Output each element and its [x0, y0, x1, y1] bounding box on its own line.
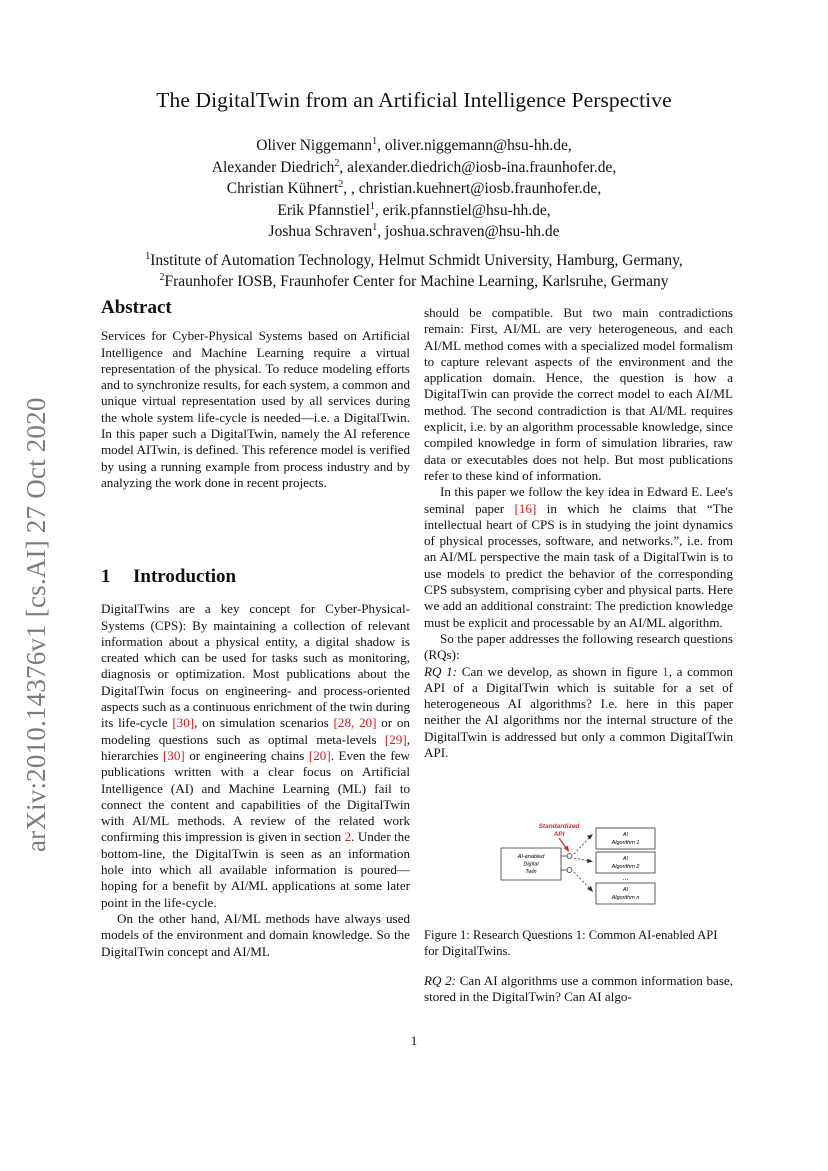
- intro-paragraph-2: On the other hand, AI/ML methods have always used models of the environment and domain knowledge. So the DigitalTwin concept and AI/ML: [101, 910, 410, 959]
- algo-label: Algorithm 1: [611, 840, 640, 846]
- author-email: , alexander.diedrich@iosb-ina.fraunhofer.de,: [339, 158, 617, 176]
- author-affil-mark: 1: [372, 222, 378, 234]
- author-name: Christian Kühnert: [226, 180, 339, 198]
- api-label: Standardized: [538, 823, 580, 830]
- affil-mark: 2: [159, 271, 165, 283]
- algo-label: Algorithm 2: [611, 864, 640, 870]
- introduction-heading: [101, 566, 410, 587]
- author-email: , joshua.schraven@hsu-hh.de: [377, 223, 560, 241]
- paper-title: The DigitalTwin from an Artificial Intelligence Perspective: [156, 88, 672, 112]
- research-question-2: RQ 2: Can AI algorithms use a common information base, stored in the DigitalTwin? Can AI algo-: [424, 973, 733, 1005]
- algo-label: AI: [622, 832, 629, 838]
- figure-1-diagram: [424, 818, 733, 928]
- section-title: Introduction: [133, 566, 237, 587]
- abstract-heading: Abstract: [101, 297, 172, 318]
- page-number: 1: [410, 1033, 418, 1048]
- algo-label: AI: [622, 856, 629, 862]
- ellipsis: ...: [622, 875, 629, 882]
- abstract-text: Services for Cyber-Physical Systems based on Artificial Intelligence and Machine Learning require a virtual representation of the physical. To reduce modeling efforts and to synchronize results, for each system, a common and unique virtual representation used by all services during the whole system life-cycle is needed—i.e. a DigitalTwin. In this paper such a DigitalTwin, namely the AI reference model AITwin, is defined. This reference model is verified by using a running example from process industry and by analyzing the work done in recent projects.: [101, 328, 410, 490]
- arxiv-identifier: arXiv:2010.14376v1 [cs.AI] 27 Oct 2020: [21, 397, 51, 852]
- abstract-section: [101, 297, 410, 491]
- author-name: Alexander Diedrich: [211, 158, 335, 176]
- author-affil-mark: 2: [334, 157, 340, 169]
- rq-label: RQ 1:: [424, 663, 458, 679]
- author-name: Oliver Niggemann: [256, 137, 373, 154]
- introduction-section: [101, 566, 410, 960]
- affiliation-list: [0, 251, 828, 292]
- citation-link[interactable]: [30]: [172, 715, 195, 731]
- research-question-1: RQ 1: Can we develop, as shown in figure 1, a common API of a DigitalTwin which is suitable for a set of heterogeneous AI algorithms? I.e. here in this paper neither the AI algorithms nor the internal structure of the DigitalTwin is addressed but only a common DigitalTwin API.: [424, 663, 733, 761]
- author-line: [0, 178, 828, 200]
- section-link[interactable]: 2: [344, 829, 352, 845]
- figure-link[interactable]: 1: [662, 663, 669, 679]
- author-affil-mark: 2: [338, 179, 344, 191]
- author-affil-mark: 1: [372, 135, 378, 147]
- author-name: Joshua Schraven: [268, 223, 373, 241]
- affiliation-line: [0, 251, 828, 272]
- intro-paragraph-1: DigitalTwins are a key concept for Cyber-Physical-Systems (CPS): By maintaining a collection of relevant information about a physical entity, a digital shadow is created which can be used for tasks such as monitoring, diagnosis or optimization. Most publications about the DigitalTwin focus on engineering- and process-oriented aspects such as a continuous enrichment of the twin during its life-cycle [30], on simulation scenarios [28, 20] or on modeling questions such as optimal meta-levels [29], hierarchies [30] or engineering chains [20]. Even the few publications written with a clear focus on Artificial Intelligence (AI) and Machine Learning (ML) fail to connect the content and capabilities of the DigitalTwin with AI/ML methods. A review of the related work confirming this impression is given in section 2. Under the bottom-line, the DigitalTwin is seen as an information hole into which all available information is poured—hoping for a benefit by AI/ML applications at some later point in the life-cycle.: [101, 601, 410, 910]
- intro-paragraph-4: In this paper we follow the key idea in Edward E. Lee's seminal paper [16] in which he claims that “The intellectual heart of CPS is in studying the joint dynamics of physical processes, software, and networks.”, i.e. from an AI/ML perspective the main task of a DigitalTwin is to use models to predict the behavior of the corresponding CPS subsystem, comprising cyber and physical parts. Here we add an additional constraint: The prediction knowledge must be explicit and processable by an AI/ML algorithm.: [424, 484, 733, 630]
- arrowhead: [587, 859, 593, 864]
- author-email: , erik.pfannstiel@hsu-hh.de,: [374, 201, 551, 219]
- author-name: Erik Pfannstiel: [277, 201, 370, 219]
- affil-text: Fraunhofer IOSB, Fraunhofer Center for Machine Learning, Karlsruhe, Germany: [164, 272, 669, 290]
- author-list: [0, 135, 828, 243]
- figure-1-caption: Figure 1: Research Questions 1: Common AI-enabled API for DigitalTwins.: [424, 928, 718, 958]
- twin-label: Digital: [523, 861, 539, 868]
- citation-link[interactable]: [28, 20]: [333, 715, 377, 731]
- author-line: [0, 221, 828, 243]
- api-label: API: [553, 831, 565, 838]
- api-socket-icon: [567, 854, 572, 859]
- citation-link[interactable]: [16]: [514, 500, 537, 516]
- author-email: , oliver.niggemann@hsu-hh.de,: [377, 137, 572, 154]
- author-affil-mark: 1: [369, 200, 375, 212]
- section-number: 1: [101, 566, 111, 587]
- algo-label: Algorithm n: [611, 895, 640, 901]
- author-line: [0, 200, 828, 222]
- affiliation-line: [0, 272, 828, 293]
- intro-paragraph-5: So the paper addresses the following research questions (RQs):: [424, 630, 733, 663]
- arrowhead: [564, 846, 570, 853]
- rq-label: RQ 2:: [424, 973, 457, 988]
- author-email: , , christian.kuehnert@iosb.fraunhofer.de,: [343, 180, 602, 198]
- twin-label: Twin: [525, 869, 537, 875]
- affil-mark: 1: [145, 250, 151, 262]
- author-line: [0, 157, 828, 179]
- intro-paragraph-3: should be compatible. But two main contradictions remain: First, AI/ML are very heterogeneous, and each AI/ML method comes with a specialized model formalism to capture relevant aspects of the environment and the application domain. Hence, the question is how a DigitalTwin can provide the correct model to each AI/ML method. The second contradiction is that AI/ML requires explicit, i.e. by an algorithm processable knowledge, since compiled knowledge in form of simulation libraries, raw data or executables does not help. But most publications refer to these kind of information.: [424, 305, 733, 483]
- affil-text: Institute of Automation Technology, Helmut Schmidt University, Hamburg, Germany,: [150, 252, 683, 269]
- right-column-text: [424, 305, 733, 761]
- citation-link[interactable]: [20]: [308, 747, 331, 763]
- twin-label: AI-enabled: [517, 854, 545, 860]
- dashed-arrow: [574, 872, 590, 889]
- author-line: [0, 135, 828, 157]
- api-socket-icon: [567, 868, 572, 873]
- citation-link[interactable]: [29]: [384, 731, 407, 747]
- citation-link[interactable]: [30]: [162, 747, 185, 763]
- algo-label: AI: [622, 887, 629, 893]
- dashed-arrow: [574, 837, 590, 854]
